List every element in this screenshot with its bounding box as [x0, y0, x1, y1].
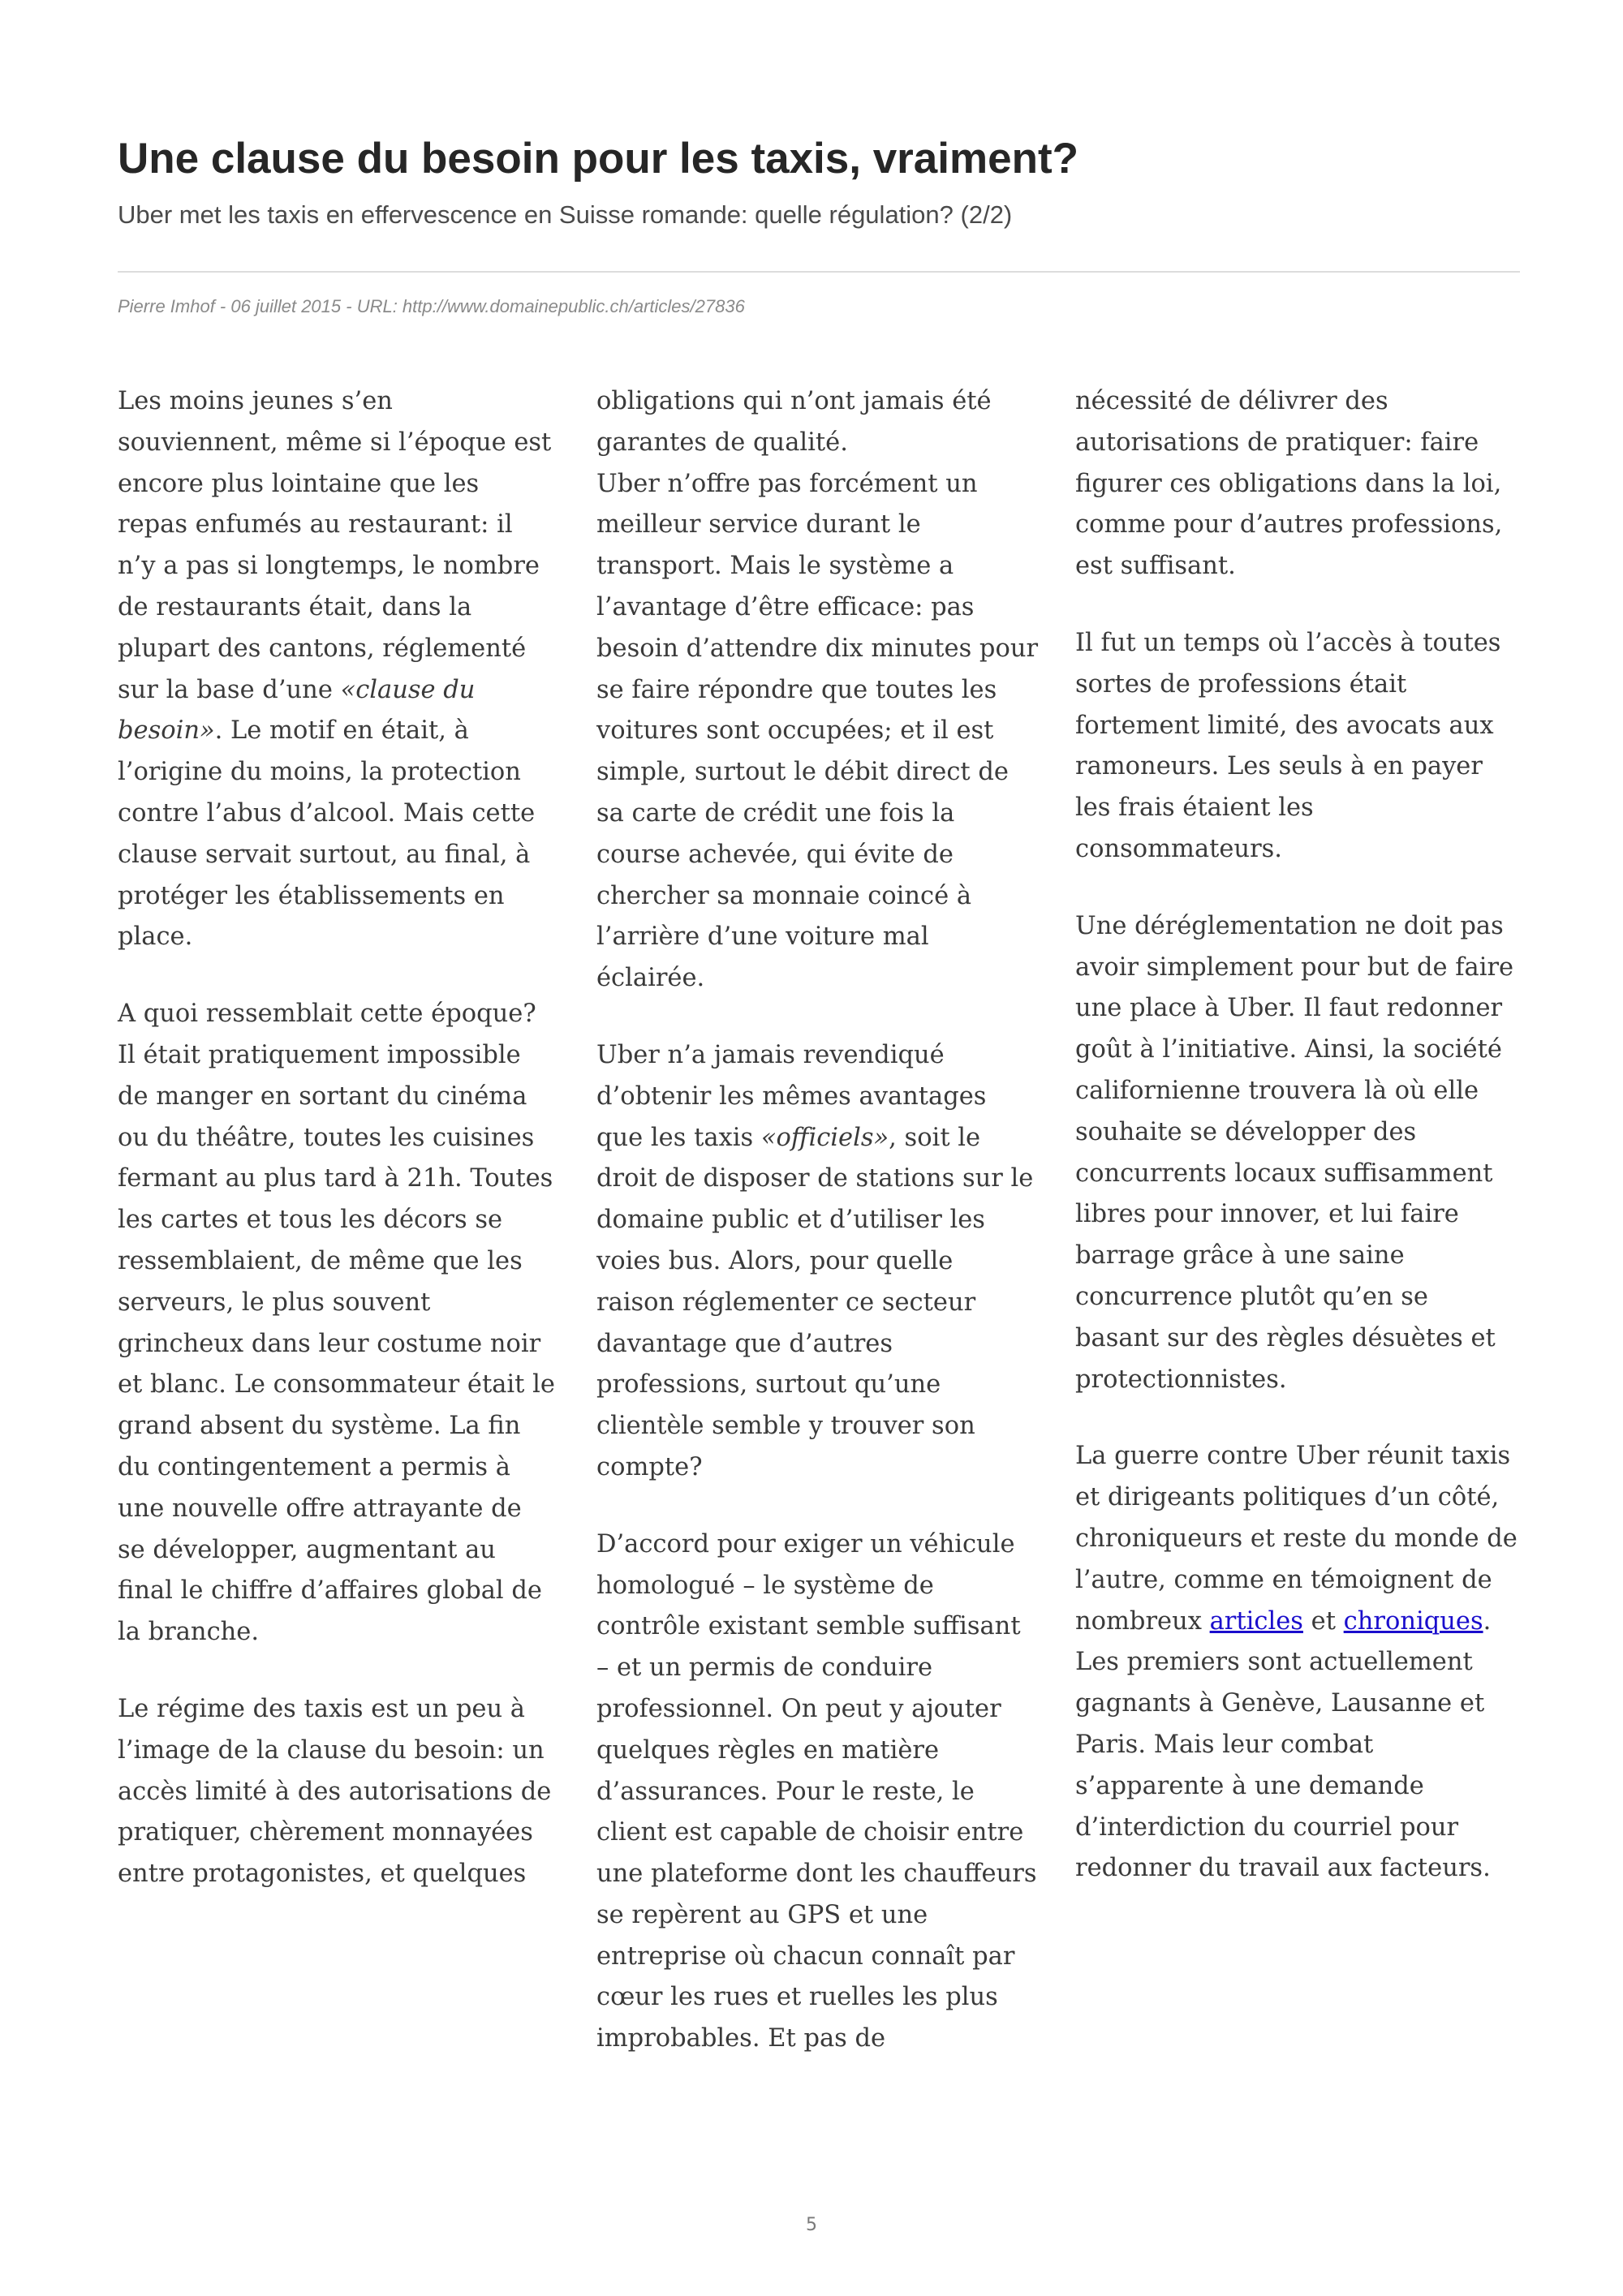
header-divider	[118, 271, 1520, 273]
article-title: Une clause du besoin pour les taxis, vraiment?	[118, 135, 1079, 183]
paragraph: A quoi ressemblait cette époque? Il était pratiquement impossible de manger en sortant du cinéma ou du théâtre, toutes les cuisines fermant au plus tard à 21h. Toutes les cartes et tous les décors se ressemblaient, de même que les serveurs, le plus souvent grincheux dans leur costume noir et blanc. Le consommateur était le grand absent du système. La fin du contingentement a permis à une nouvelle offre attrayante de se développer, augmentant au final le chiffre d’affaires global de la branche.	[118, 1000, 555, 1647]
articles-link[interactable]: articles	[1209, 1606, 1303, 1636]
text-column-3	[1075, 381, 1518, 1925]
text-column-2	[596, 381, 1039, 2096]
text-column-1	[118, 381, 556, 1931]
chroniques-link[interactable]: chroniques	[1343, 1606, 1483, 1636]
paragraph-text: et	[1302, 1606, 1344, 1636]
emphasis-text: «officiels»	[760, 1123, 889, 1152]
paragraph: Une déréglementation ne doit pas avoir simplement pour but de faire une place à Uber. Il faut redonner goût à l’initiative. Ainsi, la société californienne trouvera là où elle souhaite se développer des concurrents locaux suffisamment libres pour innover, et lui faire barrage grâce à une saine concurrence plutôt qu’en se basant sur des règles désuètes et protectionnistes.	[1075, 911, 1514, 1394]
paragraph-text: Uber n’a jamais revendiqué d’obtenir les mêmes avantages que les taxis	[596, 1040, 987, 1152]
paragraph: Uber n’offre pas forcément un meilleur service durant le transport. Mais le système a l’avantage d’être efficace: pas besoin d’attendre dix minutes pour se faire répondre que toutes les voitures sont occupées; et il est simple, surtout le débit direct de sa carte de crédit une fois la course achevée, qui évite de chercher sa monnaie coincé à l’arrière d’une voiture mal éclairée.	[596, 469, 1039, 993]
paragraph-text: . Le motif en était, à l’origine du moins, la protection contre l’abus d’alcool. Mais cette clause servait surtout, au final, à protéger les établissements en place.	[118, 716, 536, 952]
paragraph: Le régime des taxis est un peu à l’image de la clause du besoin: un accès limité à des autorisations de pratiquer, chèrement monnayées entre protagonistes, et quelques	[118, 1694, 552, 1889]
emphasis-text: «clause du besoin»	[118, 675, 476, 746]
article-subtitle: Uber met les taxis en effervescence en Suisse romande: quelle régulation? (2/2)	[118, 200, 1013, 229]
paragraph: D’accord pour exiger un véhicule homologué – le système de contrôle existant semble suffisant – et un permis de conduire professionnel. On peut y ajouter quelques règles en matière d’assurances. Pour le reste, le client est capable de choisir entre une plateforme dont les chauffeurs se repèrent au GPS et une entreprise où chacun connaît par cœur les rues et ruelles les plus improbables. Et pas de	[596, 1529, 1037, 2053]
paragraph-text: , soit le droit de disposer de stations sur le domaine public et d’utiliser les voies bus. Alors, pour quelle raison réglementer ce secteur davantage que d’autres professions, surtout qu’une clientèle semble y trouver son compte?	[596, 1123, 1034, 1481]
paragraph	[1075, 1436, 1518, 1890]
paragraph-text: Les moins jeunes s’en souviennent, même si l’époque est encore plus lointaine que les repas enfumés au restaurant: il n’y a pas si longtemps, le nombre de restaurants était, dans la plupart des cantons, réglementé sur la base d’une	[118, 387, 552, 704]
paragraph: nécessité de délivrer des autorisations de pratiquer: faire figurer ces obligations dans la loi, comme pour d’autres professions, est suffisant.	[1075, 387, 1503, 581]
page-number: 5	[806, 2215, 817, 2235]
paragraph: Il fut un temps où l’accès à toutes sortes de professions était fortement limité, des avocats aux ramoneurs. Les seuls à en payer les frais étaient les consommateurs.	[1075, 628, 1501, 863]
article-meta: Pierre Imhof - 06 juillet 2015 - URL: http://www.domainepublic.ch/articles/27836	[118, 296, 745, 316]
paragraph	[596, 1035, 1039, 1489]
paragraph-text: La guerre contre Uber réunit taxis et dirigeants politiques d’un côté, chroniqueurs et reste du monde de l’autre, comme en témoignent de nombreux	[1075, 1442, 1518, 1636]
paragraph: obligations qui n’ont jamais été garantes de qualité.	[596, 387, 992, 457]
paragraph	[118, 381, 556, 958]
paragraph-text: . Les premiers sont actuellement gagnants à Genève, Lausanne et Paris. Mais leur combat s’apparente à une demande d’interdiction du courriel pour redonner du travail aux facteurs.	[1075, 1606, 1492, 1883]
